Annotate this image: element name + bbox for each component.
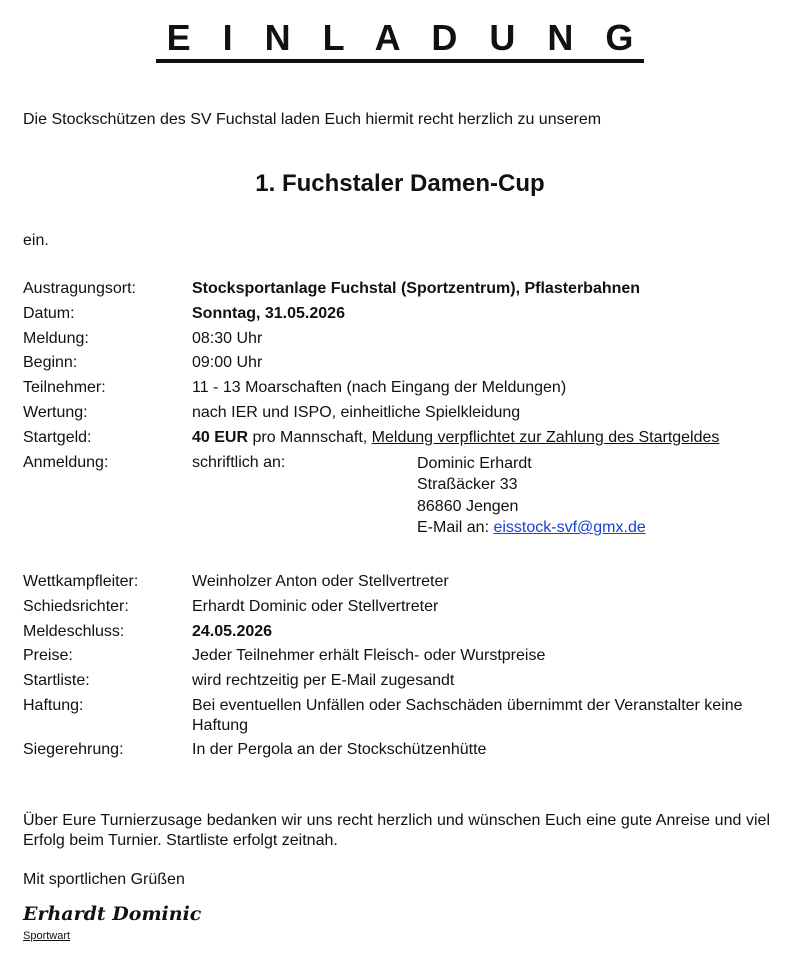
signer-role: Sportwart <box>23 930 71 942</box>
detail-row-scoring <box>23 403 783 428</box>
detail-row-checkin <box>23 329 783 354</box>
detail-value <box>192 428 719 448</box>
detail-label: Preise: <box>23 647 73 665</box>
detail-label: Teilnehmer: <box>23 379 106 397</box>
detail-row-registration <box>23 453 783 537</box>
details-table-2 <box>23 572 783 765</box>
intro-closing-word: ein. <box>23 232 49 249</box>
signature: Erhardt Dominic <box>23 903 202 925</box>
fee-unit: pro Mannschaft, <box>248 428 372 446</box>
detail-label: Datum: <box>23 304 75 322</box>
detail-label: Startliste: <box>23 672 90 690</box>
detail-label: Siegerehrung: <box>23 740 124 758</box>
detail-value: 11 - 13 Moarschaften (nach Eingang der Meldungen) <box>192 379 567 397</box>
detail-row-liability <box>23 696 783 740</box>
detail-value: wird rechtzeitig per E-Mail zugesandt <box>192 672 455 690</box>
detail-value: Sonntag, 31.05.2026 <box>192 304 345 322</box>
detail-value: Erhardt Dominic oder Stellvertreter <box>192 597 439 615</box>
detail-value: nach IER und ISPO, einheitliche Spielkleidung <box>192 403 521 421</box>
contact-address <box>417 453 646 539</box>
details-table <box>23 279 783 537</box>
detail-row-start <box>23 353 783 378</box>
contact-city: 86860 Jengen <box>417 497 519 515</box>
contact-street: Straßäcker 33 <box>417 476 518 494</box>
detail-row-venue <box>23 279 783 304</box>
detail-value: Bei eventuellen Unfällen oder Sachschäden übernimmt der Veranstalter keine Haftung <box>192 696 743 734</box>
detail-label: Meldung: <box>23 329 89 347</box>
detail-row-date <box>23 304 783 329</box>
detail-label: Austragungsort: <box>23 280 136 297</box>
fee-obligation-note: Meldung verpflichtet zur Zahlung des Startgeldes <box>371 428 720 446</box>
detail-row-ceremony <box>23 740 783 765</box>
detail-value: 08:30 Uhr <box>192 329 263 347</box>
detail-label: Schiedsrichter: <box>23 597 129 615</box>
detail-label: Anmeldung: <box>23 453 109 471</box>
detail-label: Wettkampfleiter: <box>23 573 139 590</box>
detail-row-prizes <box>23 646 783 671</box>
contact-name: Dominic Erhardt <box>417 454 532 472</box>
document-title: E I N L A D U N G <box>0 18 800 58</box>
detail-label: Haftung: <box>23 696 84 714</box>
detail-row-deadline <box>23 622 783 647</box>
detail-row-referee <box>23 597 783 622</box>
detail-label: Beginn: <box>23 354 78 372</box>
contact-email-line <box>417 517 646 539</box>
closing-paragraph: Über Eure Turnierzusage bedanken wir uns recht herzlich und wünschen Euch eine gute Anreise und viel Erfolg beim Turnier. Startliste erfolgt zeitnah. <box>23 812 770 849</box>
detail-label: Meldeschluss: <box>23 622 125 640</box>
email-label: E-Mail an: <box>417 519 494 537</box>
greeting: Mit sportlichen Grüßen <box>23 871 185 888</box>
detail-label: Wertung: <box>23 403 88 421</box>
fee-amount: 40 EUR <box>192 428 249 446</box>
detail-label: Startgeld: <box>23 428 92 446</box>
detail-value: Stocksportanlage Fuchstal (Sportzentrum), Pflasterbahnen <box>192 280 641 297</box>
detail-value: Jeder Teilnehmer erhält Fleisch- oder Wurstpreise <box>192 647 546 665</box>
detail-row-director <box>23 572 783 597</box>
detail-value: 24.05.2026 <box>192 622 273 640</box>
detail-row-participants <box>23 378 783 403</box>
event-name: 1. Fuchstaler Damen-Cup <box>255 170 545 197</box>
detail-value: 09:00 Uhr <box>192 354 263 372</box>
email-link[interactable]: eisstock-svf@gmx.de <box>493 519 646 537</box>
intro-text: Die Stockschützen des SV Fuchstal laden Euch hiermit recht herzlich zu unserem <box>23 111 602 128</box>
detail-value: schriftlich an: <box>192 453 286 471</box>
detail-value: Weinholzer Anton oder Stellvertreter <box>192 573 449 590</box>
detail-row-startlist <box>23 671 783 696</box>
detail-value: In der Pergola an der Stockschützenhütte <box>192 740 487 758</box>
detail-row-fee <box>23 428 783 453</box>
